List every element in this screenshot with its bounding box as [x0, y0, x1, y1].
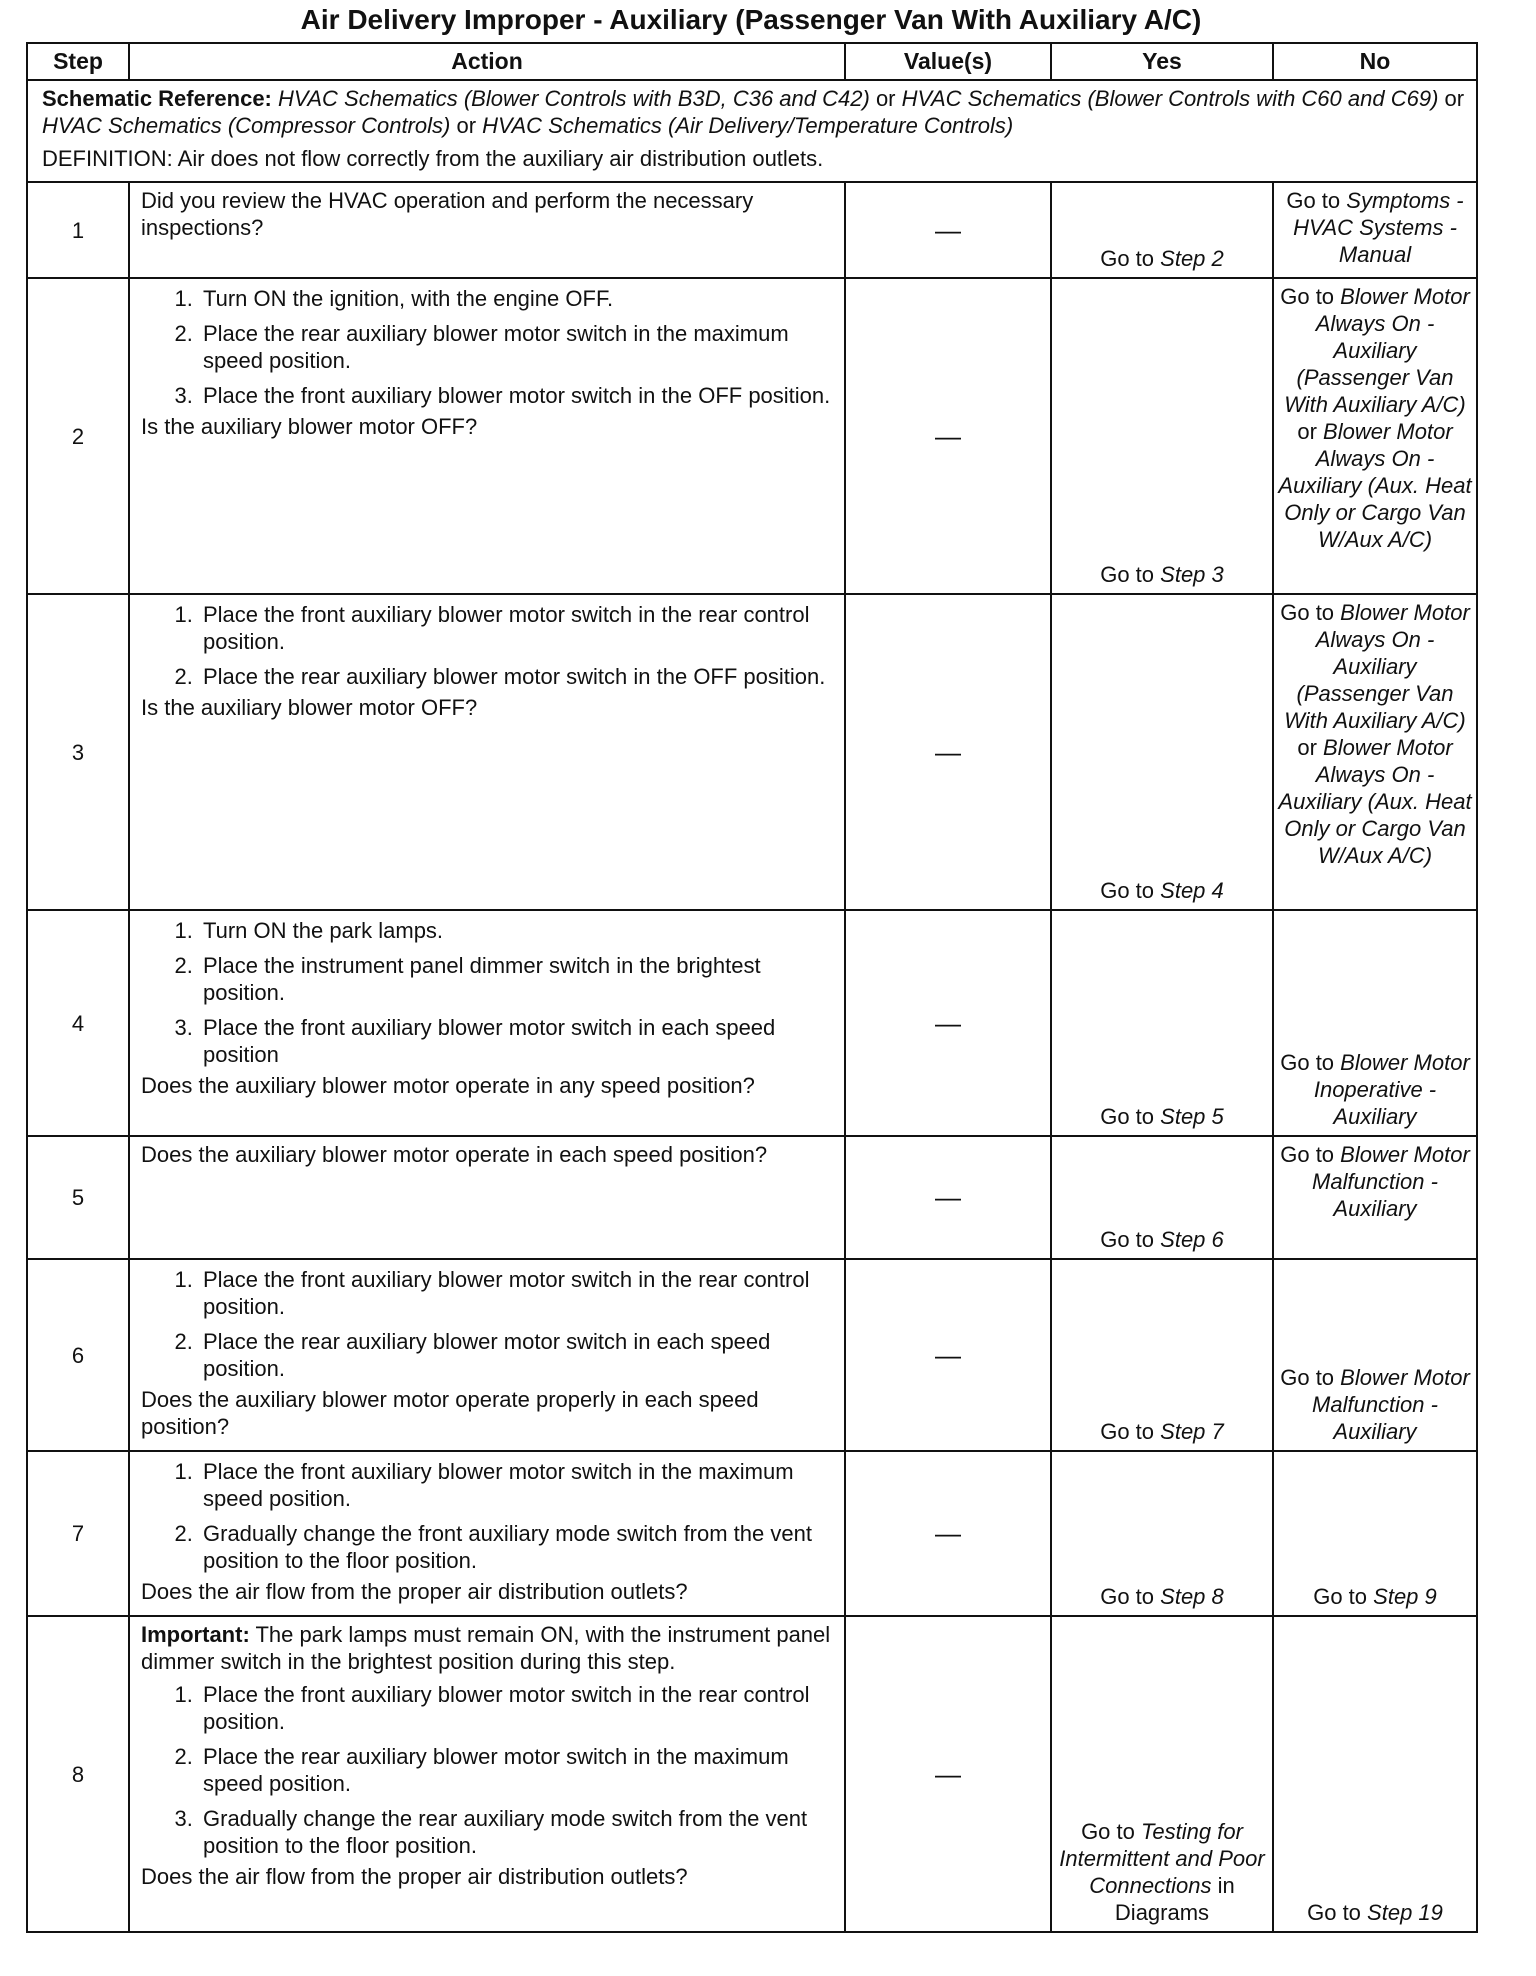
- no-link[interactable]: Step 19: [1367, 1900, 1443, 1925]
- go-to-text: Go to: [1280, 600, 1335, 625]
- step-number: 7: [27, 1451, 129, 1616]
- no-link[interactable]: Symptoms - HVAC Systems - Manual: [1293, 188, 1464, 267]
- value-cell: —: [845, 1451, 1051, 1616]
- header-step: Step: [27, 43, 129, 80]
- no-cell: [1273, 1616, 1477, 1932]
- header-no: No: [1273, 43, 1477, 80]
- definition-text: DEFINITION: Air does not flow correctly from the auxiliary air distribution outlets.: [42, 146, 824, 171]
- value-cell: —: [845, 1259, 1051, 1451]
- go-to-text: Go to: [1100, 1227, 1155, 1252]
- yes-link[interactable]: Step 5: [1160, 1104, 1224, 1129]
- no-cell: [1273, 594, 1477, 910]
- yes-suffix: in Diagrams: [1114, 1873, 1235, 1925]
- action-steps-list: [141, 285, 838, 409]
- action-question: Did you review the HVAC operation and perform the necessary inspections?: [141, 188, 754, 240]
- go-to-text: Go to: [1280, 1050, 1335, 1075]
- go-to-text: Go to: [1100, 1104, 1155, 1129]
- list-item: 2. Place the instrument panel dimmer switch in the brightest position.: [199, 952, 838, 1006]
- list-item: 2. Place the rear auxiliary blower motor switch in each speed position.: [199, 1328, 838, 1382]
- yes-link[interactable]: Step 3: [1160, 562, 1224, 587]
- no-link[interactable]: Blower Motor Always On - Auxiliary (Passenger Van With Auxiliary A/C): [1284, 284, 1470, 417]
- go-to-text: Go to: [1280, 284, 1335, 309]
- go-to-text: Go to: [1280, 1142, 1335, 1167]
- action-question: Is the auxiliary blower motor OFF?: [141, 414, 478, 439]
- action-question: Does the auxiliary blower motor operate in each speed position?: [141, 1142, 768, 1167]
- header-row: [27, 43, 1477, 80]
- list-item: 1. Place the front auxiliary blower motor switch in the rear control position.: [199, 601, 838, 655]
- diagnostic-table: [26, 42, 1478, 1933]
- yes-cell: [1051, 910, 1273, 1136]
- action-cell: [129, 594, 845, 910]
- action-cell: [129, 1451, 845, 1616]
- step-number: 4: [27, 910, 129, 1136]
- table-row: [27, 910, 1477, 1136]
- no-link[interactable]: Blower Motor Always On - Auxiliary (Passenger Van With Auxiliary A/C): [1284, 600, 1470, 733]
- go-to-text: Go to: [1313, 1584, 1368, 1609]
- table-row: [27, 278, 1477, 594]
- go-to-text: Go to: [1280, 1365, 1335, 1390]
- no-cell: [1273, 1259, 1477, 1451]
- action-steps-list: [141, 601, 838, 690]
- no-link[interactable]: Blower Motor Malfunction - Auxiliary: [1312, 1365, 1470, 1444]
- schematic-ref-2: HVAC Schematics (Blower Controls with C60 and C69): [901, 86, 1439, 111]
- list-item: 3. Place the front auxiliary blower motor switch in the OFF position.: [199, 382, 838, 409]
- go-to-text: Go to: [1081, 1819, 1135, 1844]
- yes-cell: [1051, 182, 1273, 278]
- schematic-text: [42, 86, 1464, 138]
- action-steps-list: [141, 1681, 838, 1859]
- action-cell: [129, 910, 845, 1136]
- action-cell: [129, 1259, 845, 1451]
- list-item: 2. Gradually change the front auxiliary mode switch from the vent position to the floor position.: [199, 1520, 838, 1574]
- go-to-text: Go to: [1100, 878, 1155, 903]
- action-cell: [129, 182, 845, 278]
- no-link[interactable]: Blower Motor Malfunction - Auxiliary: [1312, 1142, 1470, 1221]
- go-to-text: Go to: [1100, 562, 1155, 587]
- yes-cell: [1051, 1616, 1273, 1932]
- no-link[interactable]: Step 9: [1373, 1584, 1437, 1609]
- yes-cell: [1051, 278, 1273, 594]
- action-cell: [129, 278, 845, 594]
- yes-link[interactable]: Step 6: [1160, 1227, 1224, 1252]
- yes-link[interactable]: Step 7: [1160, 1419, 1224, 1444]
- no-cell: [1273, 910, 1477, 1136]
- table-row: [27, 594, 1477, 910]
- schematic-label: Schematic Reference:: [42, 86, 272, 111]
- or-word: or: [1297, 419, 1317, 444]
- list-item: 3. Gradually change the rear auxiliary mode switch from the vent position to the floor position.: [199, 1805, 838, 1859]
- table-row: [27, 1259, 1477, 1451]
- go-to-text: Go to: [1100, 1419, 1155, 1444]
- action-question: Does the auxiliary blower motor operate properly in each speed position?: [141, 1387, 759, 1439]
- schematic-ref-1: HVAC Schematics (Blower Controls with B3D, C36 and C42): [278, 86, 870, 111]
- action-cell: [129, 1136, 845, 1259]
- page-title: Air Delivery Improper - Auxiliary (Passenger Van With Auxiliary A/C): [300, 4, 1202, 35]
- or-word: or: [1297, 735, 1317, 760]
- step-number: 2: [27, 278, 129, 594]
- action-question: Does the air flow from the proper air distribution outlets?: [141, 1579, 688, 1604]
- important-label: Important:: [141, 1622, 250, 1647]
- yes-cell: [1051, 1451, 1273, 1616]
- go-to-text: Go to: [1286, 188, 1341, 213]
- table-row: [27, 182, 1477, 278]
- list-item: 2. Place the rear auxiliary blower motor switch in the maximum speed position.: [199, 1743, 838, 1797]
- no-cell: [1273, 1451, 1477, 1616]
- yes-cell: [1051, 594, 1273, 910]
- go-to-text: Go to: [1307, 1900, 1361, 1925]
- yes-cell: [1051, 1259, 1273, 1451]
- table-row: [27, 1451, 1477, 1616]
- schematic-ref-3: HVAC Schematics (Compressor Controls): [42, 113, 451, 138]
- list-item: 1. Place the front auxiliary blower motor switch in the rear control position.: [199, 1266, 838, 1320]
- or-word: or: [1444, 86, 1465, 111]
- value-cell: —: [845, 594, 1051, 910]
- header-values: Value(s): [845, 43, 1051, 80]
- go-to-text: Go to: [1100, 246, 1155, 271]
- schematic-row: [27, 80, 1477, 182]
- list-item: 3. Place the front auxiliary blower motor switch in each speed position: [199, 1014, 838, 1068]
- action-steps-list: [141, 1458, 838, 1574]
- schematic-ref-4: HVAC Schematics (Air Delivery/Temperature Controls): [482, 113, 1014, 138]
- step-number: 1: [27, 182, 129, 278]
- yes-cell: [1051, 1136, 1273, 1259]
- value-cell: —: [845, 1616, 1051, 1932]
- yes-link[interactable]: Step 4: [1160, 878, 1224, 903]
- value-cell: —: [845, 182, 1051, 278]
- important-text: The park lamps must remain ON, with the instrument panel dimmer switch in the brightest position during this step.: [141, 1622, 831, 1674]
- step-number: 5: [27, 1136, 129, 1259]
- action-steps-list: [141, 1266, 838, 1382]
- yes-link[interactable]: Step 2: [1160, 246, 1224, 271]
- list-item: 1. Place the front auxiliary blower motor switch in the rear control position.: [199, 1681, 838, 1735]
- header-action: Action: [129, 43, 845, 80]
- or-word: or: [456, 113, 477, 138]
- go-to-text: Go to: [1100, 1584, 1155, 1609]
- no-link[interactable]: Blower Motor Inoperative - Auxiliary: [1313, 1050, 1470, 1129]
- value-cell: —: [845, 1136, 1051, 1259]
- table-row: [27, 1616, 1477, 1932]
- no-cell: [1273, 182, 1477, 278]
- schematic-cell: [27, 80, 1477, 182]
- no-cell: [1273, 1136, 1477, 1259]
- header-yes: Yes: [1051, 43, 1273, 80]
- list-item: 2. Place the rear auxiliary blower motor switch in the maximum speed position.: [199, 320, 838, 374]
- value-cell: —: [845, 910, 1051, 1136]
- list-item: 1. Turn ON the park lamps.: [199, 917, 838, 944]
- table-row: [27, 1136, 1477, 1259]
- action-steps-list: [141, 917, 838, 1068]
- important-note: [141, 1621, 838, 1675]
- list-item: 1. Place the front auxiliary blower motor switch in the maximum speed position.: [199, 1458, 838, 1512]
- step-number: 8: [27, 1616, 129, 1932]
- list-item: 1. Turn ON the ignition, with the engine OFF.: [199, 285, 838, 312]
- yes-link[interactable]: Step 8: [1160, 1584, 1224, 1609]
- or-word: or: [875, 86, 896, 111]
- value-cell: —: [845, 278, 1051, 594]
- action-question: Is the auxiliary blower motor OFF?: [141, 695, 478, 720]
- step-number: 3: [27, 594, 129, 910]
- action-question: Does the air flow from the proper air distribution outlets?: [141, 1864, 688, 1889]
- action-cell: [129, 1616, 845, 1932]
- yes-link[interactable]: Testing for Intermittent and Poor Connections: [1059, 1819, 1265, 1898]
- action-question: Does the auxiliary blower motor operate in any speed position?: [141, 1073, 755, 1098]
- no-link[interactable]: Blower Motor Always On - Auxiliary (Aux. Heat Only or Cargo Van W/Aux A/C): [1278, 419, 1472, 552]
- step-number: 6: [27, 1259, 129, 1451]
- no-cell: [1273, 278, 1477, 594]
- no-link[interactable]: Blower Motor Always On - Auxiliary (Aux. Heat Only or Cargo Van W/Aux A/C): [1278, 735, 1472, 868]
- list-item: 2. Place the rear auxiliary blower motor switch in the OFF position.: [199, 663, 838, 690]
